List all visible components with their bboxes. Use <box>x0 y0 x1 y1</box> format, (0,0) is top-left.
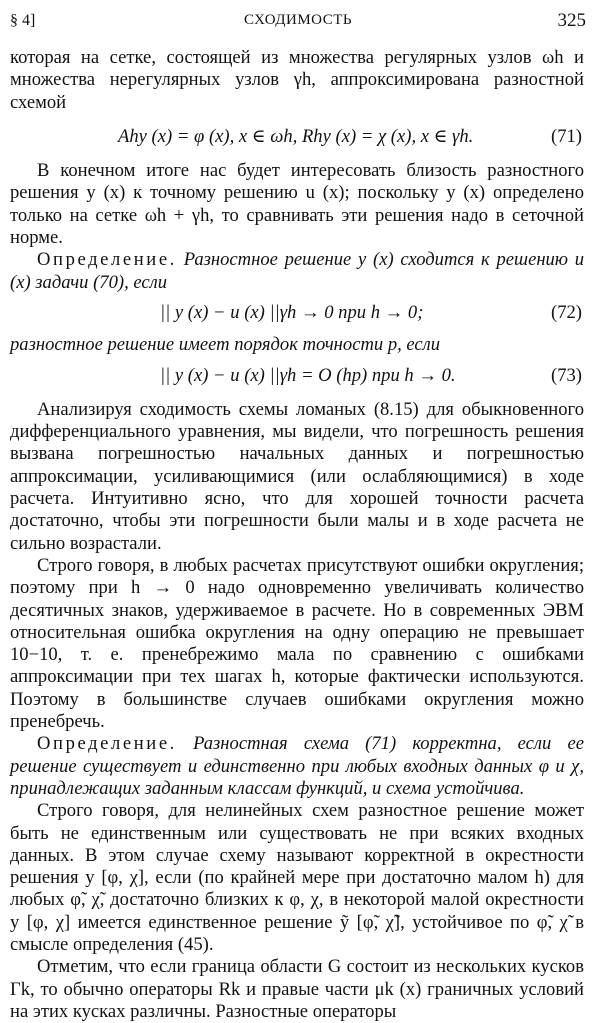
definition-order: разностное решение имеет порядок точности p, если <box>10 334 441 356</box>
equation-71-number: (71) <box>551 125 582 147</box>
paragraph-rounding: Строго говоря, в любых расчетах присутствуют ошибки округления; поэтому при h → 0 надо одновременно увеличивать количество десятичных знаков, удерживаемое в расчете. Но в современных ЭВМ относительная ошибка округления на одну операцию не превышает 10−10, т. е. пренебрежимо мала по сравнению с ошибками аппроксимации при тех шагах h, которые фактически используются. Поэтому в большинстве случаев ошибками округления можно пренебречь. <box>10 554 584 733</box>
running-header <box>10 6 586 36</box>
definition-text: Разностное решение y (x) сходится к решению u (x) задачи (70), если <box>10 249 584 293</box>
paragraph-nonlinear: Строго говоря, для нелинейных схем разностное решение может быть не единственным или существовать не при всяких входных данных. В этом случае схему называют корректной в окрестности решения y [φ, χ], если (по крайней мере при достаточно малом h) для любых φ̃, χ̃, достаточно близких к φ, χ, в некоторой малой окрестности y [φ, χ] имеется единственное решение ỹ [φ̃, χ̃], устойчивое по φ̃, χ̃ в смысле определения (45). <box>10 800 584 955</box>
equation-73-formula: || y (x) − u (x) ||γh = O (hp) при h → 0. <box>160 364 456 386</box>
page-number: 325 <box>557 10 586 31</box>
equation-72-formula: || y (x) − u (x) ||γh → 0 при h → 0; <box>160 301 424 323</box>
definition-label: Определение. <box>37 249 177 271</box>
equation-71 <box>10 126 584 148</box>
equation-72-number: (72) <box>551 301 582 323</box>
equation-73 <box>10 365 584 387</box>
section-marker: § 4] <box>10 12 36 29</box>
paragraph-closeness: В конечном итоге нас будет интересовать близость разностного решения y (x) к точному решению u (x); поскольку y (x) определено только на сетке ωh + γh, то сравнивать эти решения надо в сеточной норме. <box>10 160 584 249</box>
equation-72 <box>10 302 584 324</box>
paragraph-analysis: Анализируя сходимость схемы ломаных (8.15) для обыкновенного дифференциального уравнения, мы видели, что погрешность решения вызвана погрешностью начальных данных и погрешностью аппроксимации, усиливающимися (или ослабляющимися) в ходе расчета. Интуитивно ясно, что для хорошей точности расчета достаточно, чтобы эти погрешности были малы и в ходе расчета не сильно возрастали. <box>10 398 584 554</box>
definition-text-2: Разностная схема (71) корректна, если ее решение существует и единственно при любых входных данных φ и χ, принадлежащих заданным классам функций, и схема устойчива. <box>10 733 584 799</box>
definition-correctness <box>10 733 584 800</box>
page-body <box>10 47 584 1023</box>
definition-label-2: Определение. <box>37 733 177 755</box>
equation-73-number: (73) <box>551 364 582 386</box>
definition-convergence <box>10 249 584 294</box>
chapter-title: СХОДИМОСТЬ <box>244 12 352 28</box>
equation-71-formula: Ahy (x) = φ (x), x ∈ ωh, Rhy (x) = χ (x), x ∈ γh. <box>118 125 474 147</box>
paragraph-boundary: Отметим, что если граница области G состоит из нескольких кусков Γk, то обычно операторы Rk и правые части μk (x) граничных условий на этих кусках различны. Разностные операторы <box>10 956 584 1022</box>
paragraph-intro: которая на сетке, состоящей из множества регулярных узлов ωh и множества нерегулярных узлов γh, аппроксимирована разностной схемой <box>10 47 584 113</box>
